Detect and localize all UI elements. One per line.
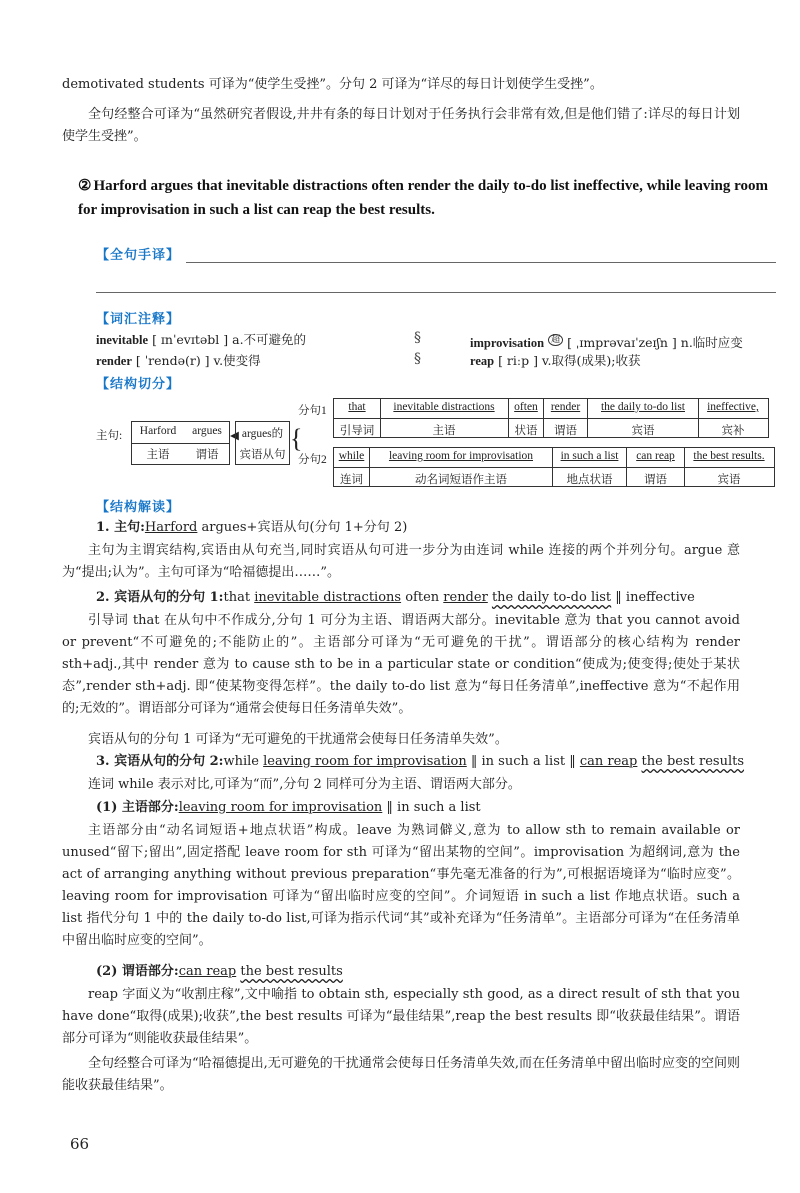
vocab-inevitable bbox=[96, 330, 306, 350]
clause1-role: 谓语 bbox=[554, 425, 577, 437]
clause2-part: in such a list bbox=[560, 450, 619, 462]
heading-can-reap: can reap bbox=[178, 964, 237, 979]
heading-label: 2. 宾语从句的分句 1: bbox=[96, 590, 224, 605]
clause2-role: 连词 bbox=[340, 474, 363, 486]
clause1-role: 宾语 bbox=[631, 425, 655, 437]
predicate-part-heading bbox=[96, 961, 776, 983]
section-1-body: 主句为主谓宾结构,宾语由从句充当,同时宾语从句可进一步分为由连词 while 连接的两个并列分句。argue 意为“提出;认为”。主句可译为“哈福德提出……”。 bbox=[62, 543, 740, 580]
heading-render: render bbox=[443, 590, 488, 605]
clause2-part: can reap bbox=[636, 450, 675, 462]
beyond-syllabus-icon: 超 bbox=[548, 334, 563, 346]
divider-icon: § bbox=[414, 351, 421, 367]
example-number: ② bbox=[78, 178, 92, 194]
diagram-predicate-label: 谓语 bbox=[195, 449, 219, 461]
heading-label: 1. 主句: bbox=[96, 520, 145, 535]
diagram-argues: argues bbox=[192, 425, 222, 437]
heading-rest: ‖ ineffective bbox=[611, 590, 695, 605]
arrow-icon: ◀ bbox=[230, 430, 239, 442]
clause1-part: the daily to-do list bbox=[600, 401, 685, 413]
example-text: Harford argues that inevitable distractions often render the daily to-do list ineffective, while leaving room for improvisation in such a list can reap the best results. bbox=[78, 178, 768, 218]
heading-phrase: leaving room for improvisation bbox=[178, 800, 383, 815]
subject-part-heading bbox=[96, 797, 776, 819]
vocab-word: render bbox=[96, 354, 132, 368]
section-3-body: 连词 while 表示对比,可译为“而”,分句 2 同样可分为主语、谓语两大部分。 bbox=[88, 777, 521, 792]
cell-divider bbox=[508, 398, 509, 438]
vocab-word: inevitable bbox=[96, 333, 149, 347]
section-2-summary: 宾语从句的分句 1 可译为“无可避免的干扰通常会使每日任务清单失效”。 bbox=[88, 732, 508, 747]
brace-icon: { bbox=[290, 424, 303, 453]
clause1-role: 引导词 bbox=[339, 425, 375, 437]
subject-part-body: 主语部分由“动名词短语+地点状语”构成。leave 为熟词僻义,意为 to allow sth to remain available or unused“留下;留出”,固定搭配 leave room for sth 可译为“留出某物的空间”。improvisation 为超纲词,意为 the act of arranging anything without previous preparation“事先毫无准备的行为”,可根据语境译为“临时应变”。leaving room for improvisation 可译为“留出临时应变的空间”。介词短语 in such a list 作地点状语。such a list 指代分句 1 中的 the daily to-do list,可译为指示代词“其”或补充译为“任务清单”。主语部分可译为“在任务清单中留出临时应变的空间”。 bbox=[62, 823, 740, 948]
heading-object: the best results bbox=[641, 754, 745, 769]
heading-can-reap: can reap bbox=[579, 754, 638, 769]
heading-rest: argues+宾语从句(分句 1+分句 2) bbox=[197, 520, 408, 535]
divider bbox=[333, 418, 769, 419]
vocab-tag: 【词汇注释】 bbox=[96, 311, 181, 326]
clause1-role: 主语 bbox=[432, 425, 456, 437]
example-sentence bbox=[78, 174, 768, 222]
heading-often: often bbox=[401, 590, 444, 605]
vocab-def: [ ˌɪmprəvaɪˈzeɪʃn ] n.临时应变 bbox=[567, 335, 743, 351]
diagram-argues-de: argues的 bbox=[241, 428, 284, 440]
diagram-subject-label: 主语 bbox=[146, 449, 170, 461]
translation-tag: 【全句手译】 bbox=[96, 247, 181, 262]
heading-harford: Harford bbox=[144, 520, 198, 535]
clause2-role: 地点状语 bbox=[566, 474, 613, 486]
section-1-heading bbox=[96, 517, 740, 539]
heading-subject: inevitable distractions bbox=[254, 590, 402, 605]
diagram-object-clause: 宾语从句 bbox=[239, 449, 286, 461]
clause2-role: 宾语 bbox=[717, 474, 741, 486]
section-3-heading bbox=[96, 751, 776, 773]
clause1-role: 状语 bbox=[514, 425, 538, 437]
clause2-role: 谓语 bbox=[644, 474, 667, 486]
intro-line: demotivated students 可译为“使学生受挫”。分句 2 可译为“详尽的每日计划使学生受挫”。 bbox=[62, 77, 603, 92]
heading-label: 3. 宾语从句的分句 2: bbox=[96, 754, 224, 769]
heading-that: that bbox=[223, 590, 255, 605]
clause2-label: 分句2 bbox=[298, 454, 327, 466]
final-translation: 全句经整合可译为“哈福德提出,无可避免的干扰通常会使每日任务清单失效,而在任务清单中留出临时应变的空间则能收获最佳结果”。 bbox=[62, 1056, 740, 1093]
clause1-label: 分句1 bbox=[298, 405, 327, 417]
heading-label: (2) 谓语部分: bbox=[96, 964, 179, 979]
clause1-part: often bbox=[514, 401, 538, 413]
heading-subject: leaving room for improvisation bbox=[263, 754, 467, 769]
answer-line bbox=[96, 292, 776, 293]
vocab-def: [ ɪnˈevɪtəbl ] a.不可避免的 bbox=[152, 332, 307, 347]
divider bbox=[333, 467, 775, 468]
heading-rest: ‖ in such a list bbox=[382, 800, 481, 815]
clause1-part: ineffective, bbox=[707, 401, 759, 413]
vocab-def: [ riːp ] v.取得(成果);收获 bbox=[498, 353, 641, 368]
vocab-def: [ ˈrendə(r) ] v.使变得 bbox=[135, 353, 261, 368]
cell-divider bbox=[698, 398, 699, 438]
cell-divider bbox=[626, 447, 627, 487]
vocab-word: reap bbox=[470, 354, 495, 368]
heading-object: the daily to-do list bbox=[491, 590, 612, 605]
section-2-body: 引导词 that 在从句中不作成分,分句 1 可分为主语、谓语两大部分。inevitable 意为 that you cannot avoid or prevent“不可避免的;不能防止的”。主语部分可译为“无可避免的干扰”。谓语部分的核心结构为 render sth+adj.,其中 render 意为 to cause sth to be in a particular state or condition“使成为;使变得;使处于某状态”,render sth+adj. 即“使某物变得怎样”。the daily to-do list 意为“每日任务清单”,ineffective 意为“不起作用的;无效的”。谓语部分可译为“通常会使每日任务清单失效”。 bbox=[62, 613, 740, 716]
cell-divider bbox=[552, 447, 553, 487]
clause2-role: 动名词短语作主语 bbox=[415, 474, 507, 486]
clause1-part: inevitable distractions bbox=[393, 401, 495, 413]
divider bbox=[131, 443, 230, 444]
cell-divider bbox=[380, 398, 381, 438]
section-2-heading bbox=[96, 587, 776, 609]
vocab-improvisation bbox=[470, 330, 743, 353]
predicate-part-body: reap 字面义为“收割庄稼”,文中喻指 to obtain sth, especially sth good, as a direct result of sth that you have done“取得(成果);收获”,the best results 可译为“最佳结果”,reap the best results 即“收获最佳结果”。谓语部分可译为“则能收获最佳结果”。 bbox=[62, 987, 740, 1046]
answer-line bbox=[186, 262, 776, 263]
vocab-word: improvisation bbox=[470, 336, 545, 351]
clause1-part: that bbox=[348, 401, 366, 413]
structure-tag: 【结构切分】 bbox=[96, 376, 181, 391]
page-number: 66 bbox=[70, 1135, 90, 1153]
cell-divider bbox=[369, 447, 370, 487]
vocab-reap bbox=[470, 351, 640, 371]
vocab-render bbox=[96, 351, 261, 371]
cell-divider bbox=[587, 398, 588, 438]
clause1-part: render bbox=[550, 401, 581, 413]
intro-summary: 全句经整合可译为“虽然研究者假设,井井有条的每日计划对于任务执行会非常有效,但是他们错了:详尽的每日计划使学生受挫”。 bbox=[62, 107, 740, 144]
clause2-part: while bbox=[338, 450, 365, 462]
clause2-part: the best results. bbox=[693, 450, 765, 462]
clause2-part: leaving room for improvisation bbox=[388, 450, 534, 462]
analysis-tag: 【结构解读】 bbox=[96, 499, 181, 514]
cell-divider bbox=[543, 398, 544, 438]
divider-icon: § bbox=[414, 330, 421, 346]
clause1-role: 宾补 bbox=[721, 425, 745, 437]
heading-object: the best results bbox=[240, 964, 343, 979]
main-clause-label: 主句: bbox=[96, 430, 123, 442]
heading-while: while bbox=[223, 754, 264, 769]
heading-label: (1) 主语部分: bbox=[96, 800, 179, 815]
diagram-harford: Harford bbox=[139, 425, 177, 437]
cell-divider bbox=[684, 447, 685, 487]
heading-mid: ‖ in such a list ‖ bbox=[466, 754, 580, 769]
